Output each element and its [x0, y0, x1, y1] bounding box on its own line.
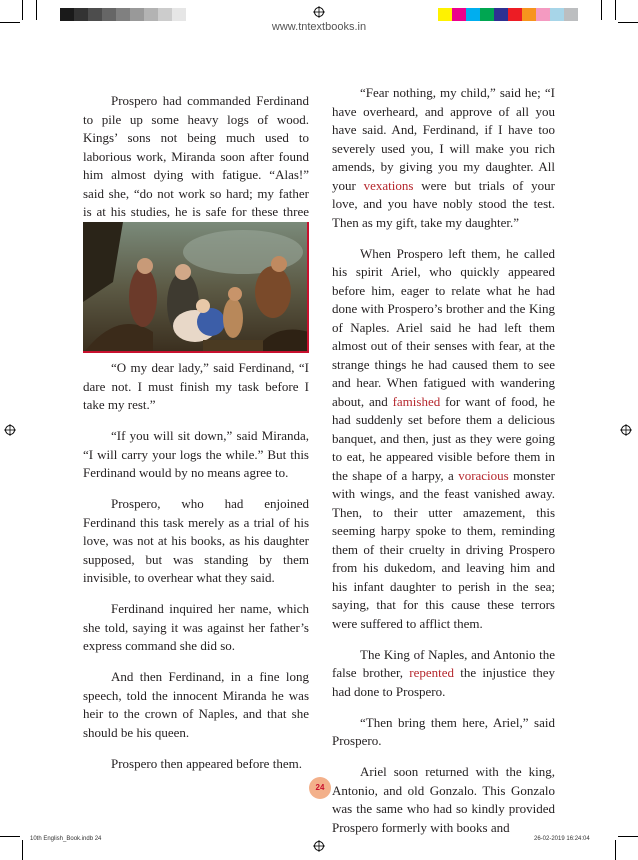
- crop-mark: [36, 0, 37, 20]
- color-swatch: [172, 8, 186, 21]
- right-column: [332, 84, 555, 850]
- crop-mark: [615, 840, 616, 860]
- crop-mark: [618, 836, 638, 837]
- color-swatch: [438, 8, 452, 21]
- file-label: 10th English_Book.indb 24: [30, 836, 102, 842]
- color-swatch: [466, 8, 480, 21]
- paragraph: Ferdinand inquired her name, which she told, saying it was against her father’s express command she did so.: [83, 601, 309, 653]
- color-swatch: [452, 8, 466, 21]
- crop-mark: [22, 0, 23, 20]
- color-swatch: [564, 8, 578, 21]
- color-swatch: [508, 8, 522, 21]
- illustration: [83, 222, 309, 353]
- paragraph: Prospero then appeared before them.: [111, 755, 302, 771]
- print-timestamp: 26-02-2019 16:24:04: [534, 836, 590, 842]
- crop-mark: [615, 0, 616, 20]
- glossary-word: vexations: [363, 177, 414, 193]
- painting-illustration-icon: [83, 222, 309, 353]
- glossary-word: voracious: [458, 467, 509, 483]
- paragraph: When Prospero left them, he called his spirit Ariel, who quickly appeared before him, eager to relate what he had done with Prospero’s brother and the King of Naples. Ariel said he had left them almost out of their senses with fear, at the strange things he had caused them to see and hear. When fatigued with wandering about, and famished for want of food, he had suddenly set before them a delicious banquet, and then, just as they were going to eat, he appeared visible before them in the shape of a harpy, a voracious monster with wings, and the feast vanished away. Then, to their utter amazement, this seeming harpy spoke to them, reminding them of their cruelty in driving Prospero from his dukedom, and leaving him and his infant daughter to perish in the sea; saying, that for this cause these terrors were suffered to afflict them.: [332, 245, 556, 631]
- registration-mark-icon: [4, 424, 16, 436]
- paragraph: “O my dear lady,” said Ferdinand, “I dare not. I must finish my task before I take my rest.”: [83, 360, 309, 412]
- glossary-word: famished: [392, 393, 441, 409]
- crop-mark: [0, 836, 20, 837]
- cmyk-color-bar: [438, 8, 578, 21]
- paragraph: The King of Naples, and Antonio the false brother, repented the injustice they had done to Prospero.: [332, 646, 556, 699]
- color-swatch: [74, 8, 88, 21]
- page-number: 24: [309, 777, 331, 799]
- grayscale-color-bar: [60, 8, 186, 21]
- left-column-bottom: [83, 359, 309, 786]
- color-swatch: [60, 8, 74, 21]
- color-swatch: [536, 8, 550, 21]
- paragraph: “Then bring them here, Ariel,” said Prospero.: [332, 714, 555, 748]
- registration-mark-icon: [620, 424, 632, 436]
- color-swatch: [158, 8, 172, 21]
- glossary-word: repented: [409, 665, 455, 680]
- paragraph: And then Ferdinand, in a fine long speech, told the innocent Miranda he was heir to the crown of Naples, and that she should be his queen.: [83, 669, 309, 740]
- color-swatch: [88, 8, 102, 21]
- paragraph: Prospero, who had enjoined Ferdinand this task merely as a trial of his love, was not at his books, as his daughter supposed, but was standing by them invisible, to overhear what they said.: [83, 496, 309, 585]
- color-swatch: [550, 8, 564, 21]
- color-swatch: [102, 8, 116, 21]
- color-swatch: [116, 8, 130, 21]
- registration-mark-icon: [313, 840, 325, 852]
- paragraph: “If you will sit down,” said Miranda, “I will carry your logs the while.” But this Ferdinand would by no means agree to.: [83, 428, 309, 480]
- paragraph: Ariel soon returned with the king, Antonio, and old Gonzalo. This Gonzalo was the same who had so kindly provided Prospero formerly with books and: [332, 764, 555, 835]
- paragraph: Prospero had commanded Ferdinand to pile up some heavy logs of wood. Kings’ sons not being much used to laborious work, Miranda soon after found him almost dying with fatigue. “Alas!” said she, “do not work so hard; my father is at his studies, he is safe for these three: [83, 93, 309, 219]
- color-swatch: [130, 8, 144, 21]
- crop-mark: [601, 0, 602, 20]
- source-url[interactable]: www.tntextbooks.in: [271, 21, 367, 33]
- color-swatch: [144, 8, 158, 21]
- crop-mark: [22, 840, 23, 860]
- color-swatch: [522, 8, 536, 21]
- color-swatch: [480, 8, 494, 21]
- paragraph: “Fear nothing, my child,” said he; “I have overheard, and approve of all you have said. And, Ferdinand, if I have too severely used you, I will make you rich amends, by giving you my daughter. All your vexations were but trials of your love, and you have nobly stood the test. Then as my gift, take my daughter.”: [332, 85, 555, 230]
- color-swatch: [494, 8, 508, 21]
- registration-mark-icon: [313, 6, 325, 18]
